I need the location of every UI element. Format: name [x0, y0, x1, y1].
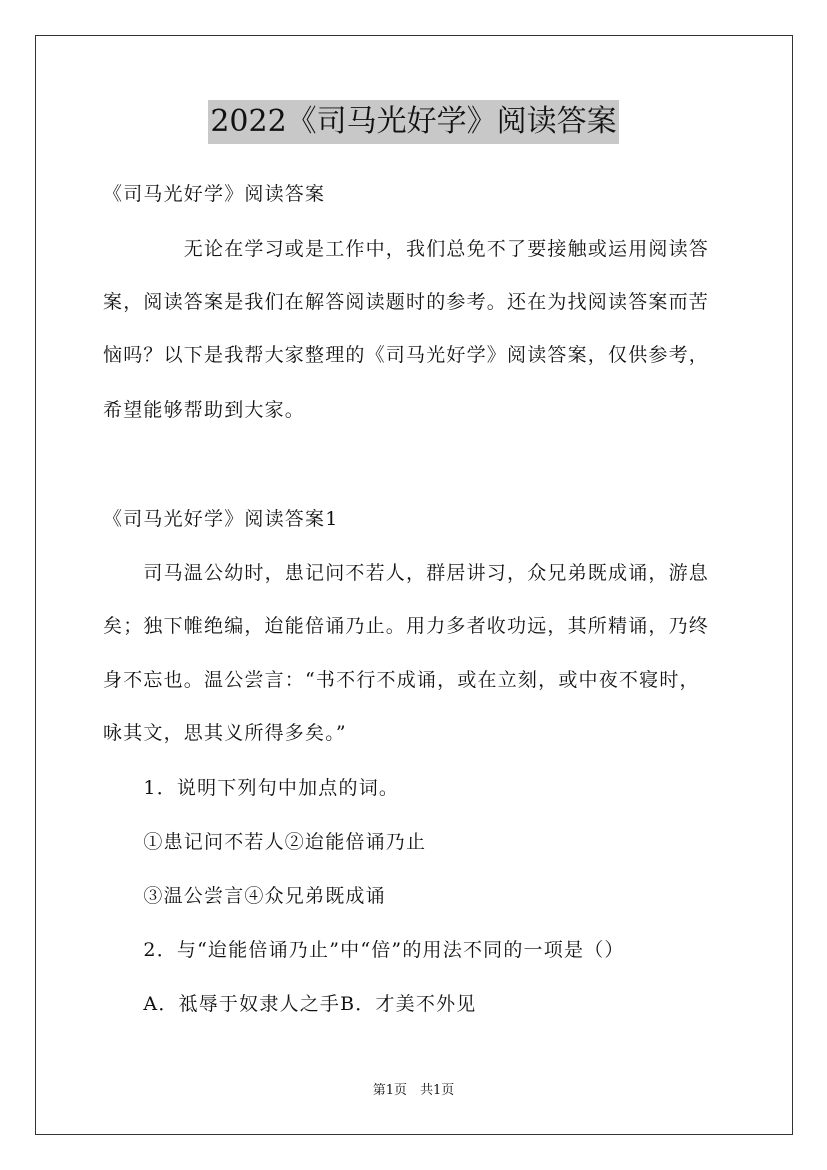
paragraph-line: 司马温公幼时，患记问不若人，群居讲习，众兄弟既成诵，游息	[103, 562, 710, 584]
paragraph-line: 矣；独下帷绝编，迨能倍诵乃止。用力多者收功远，其所精诵，乃终	[103, 615, 710, 637]
paragraph-line: 无论在学习或是工作中，我们总免不了要接触或运用阅读答	[103, 238, 710, 260]
paragraph-line: 身不忘也。温公尝言：“书不行不成诵，或在立刻，或中夜不寝时，	[103, 669, 700, 691]
paragraph-line: 咏其文，思其义所得多矣。”	[103, 722, 347, 744]
question-line: ③温公尝言④众兄弟既成诵	[103, 885, 386, 907]
paragraph-line: 案，阅读答案是我们在解答阅读题时的参考。还在为找阅读答案而苦	[103, 291, 710, 313]
question-line: 2．与“迨能倍诵乃止”中“倍”的用法不同的一项是（）	[103, 939, 625, 961]
question-line: A．祗辱于奴隶人之手B．才美不外见	[103, 993, 477, 1015]
document-title: 2022《司马光好学》阅读答案	[208, 100, 618, 144]
subtitle-line: 《司马光好学》阅读答案	[103, 183, 326, 205]
question-line: ①患记问不若人②迨能倍诵乃止	[103, 831, 427, 853]
title-container	[0, 100, 827, 144]
question-line: 1．说明下列句中加点的词。	[103, 777, 400, 799]
paragraph-line: 恼吗？以下是我帮大家整理的《司马光好学》阅读答案，仅供参考，	[103, 344, 710, 366]
paragraph-line: 希望能够帮助到大家。	[103, 399, 306, 421]
page-footer: 第1页 共1页	[372, 1083, 455, 1098]
section-heading: 《司马光好学》阅读答案1	[103, 508, 339, 530]
